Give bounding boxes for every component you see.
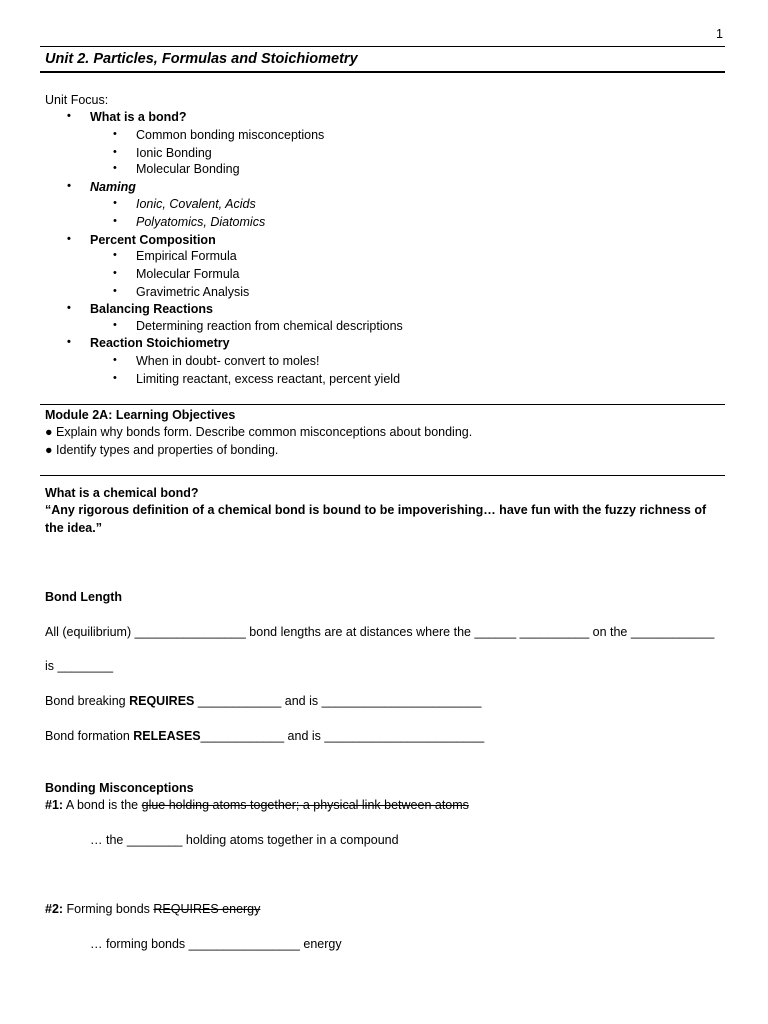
section-divider bbox=[40, 475, 725, 476]
subitem: • Common bonding misconceptions bbox=[136, 128, 324, 142]
subitem: • Determining reaction from chemical descriptions bbox=[136, 319, 403, 333]
subitem: • Gravimetric Analysis bbox=[136, 285, 249, 299]
section-divider bbox=[40, 404, 725, 405]
bond-formation-suffix: ____________ and is _______________________ bbox=[200, 729, 485, 743]
subitem: • Molecular Formula bbox=[136, 267, 240, 281]
bond-formation-keyword: RELEASES bbox=[133, 729, 201, 743]
misconception-1-struck: glue holding atoms together; a physical link between atoms bbox=[141, 798, 469, 812]
subitem: • Polyatomics, Diatomics bbox=[136, 215, 265, 229]
misconception-2 bbox=[45, 902, 260, 916]
bond-breaking-keyword: REQUIRES bbox=[129, 694, 195, 708]
bond-breaking-prefix: Bond breaking bbox=[45, 694, 130, 708]
subitem: • Ionic, Covalent, Acids bbox=[136, 197, 256, 211]
topic-percent-composition: • Percent Composition bbox=[90, 233, 216, 247]
subitem: • When in doubt- convert to moles! bbox=[136, 354, 319, 368]
bond-formation-prefix: Bond formation bbox=[45, 729, 134, 743]
topic-reaction-stoichiometry: • Reaction Stoichiometry bbox=[90, 336, 230, 350]
unit-focus-heading: Unit Focus: bbox=[45, 93, 109, 107]
misconception-1-answer: … the ________ holding atoms together in a compound bbox=[90, 833, 399, 847]
subitem: • Ionic Bonding bbox=[136, 146, 212, 160]
bond-breaking-suffix: ____________ and is _______________________ bbox=[194, 694, 482, 708]
objective: ● Identify types and properties of bonding. bbox=[45, 443, 279, 457]
module-heading: Module 2A: Learning Objectives bbox=[45, 408, 236, 422]
misconception-2-answer: … forming bonds ________________ energy bbox=[90, 937, 342, 951]
bond-length-line: All (equilibrium) ________________ bond lengths are at distances where the ______ __________ on the ____________ bbox=[45, 625, 715, 639]
bond-length-heading: Bond Length bbox=[45, 590, 123, 604]
page-title: Unit 2. Particles, Formulas and Stoichiometry bbox=[45, 51, 358, 67]
topic-naming: • Naming bbox=[90, 180, 136, 194]
topic-balancing-reactions: • Balancing Reactions bbox=[90, 302, 213, 316]
misconceptions-heading: Bonding Misconceptions bbox=[45, 781, 194, 795]
title-top-rule bbox=[40, 46, 725, 47]
bond-length-line: is ________ bbox=[45, 659, 114, 673]
chemical-bond-quote: “Any rigorous definition of a chemical bond is bound to be impoverishing… have fun with the fuzzy richness of the idea.” bbox=[45, 503, 707, 535]
bond-formation-line bbox=[45, 729, 484, 743]
topic-what-is-a-bond: • What is a bond? bbox=[90, 110, 187, 124]
misconception-1-text: A bond is the bbox=[63, 798, 142, 812]
misconception-2-text: Forming bonds bbox=[63, 902, 154, 916]
subitem: • Empirical Formula bbox=[136, 249, 237, 263]
subitem: • Molecular Bonding bbox=[136, 162, 240, 176]
misconception-1 bbox=[45, 798, 469, 812]
bond-breaking-line bbox=[45, 694, 481, 708]
subitem: • Limiting reactant, excess reactant, percent yield bbox=[136, 372, 400, 386]
misconception-2-struck: REQUIRES energy bbox=[153, 902, 261, 916]
page-number: 1 bbox=[716, 27, 723, 41]
title-bottom-rule bbox=[40, 71, 725, 73]
chemical-bond-question: What is a chemical bond? bbox=[45, 486, 199, 500]
misconception-1-number: #1: bbox=[45, 798, 64, 812]
objective: ● Explain why bonds form. Describe common misconceptions about bonding. bbox=[45, 425, 473, 439]
misconception-2-number: #2: bbox=[45, 902, 64, 916]
